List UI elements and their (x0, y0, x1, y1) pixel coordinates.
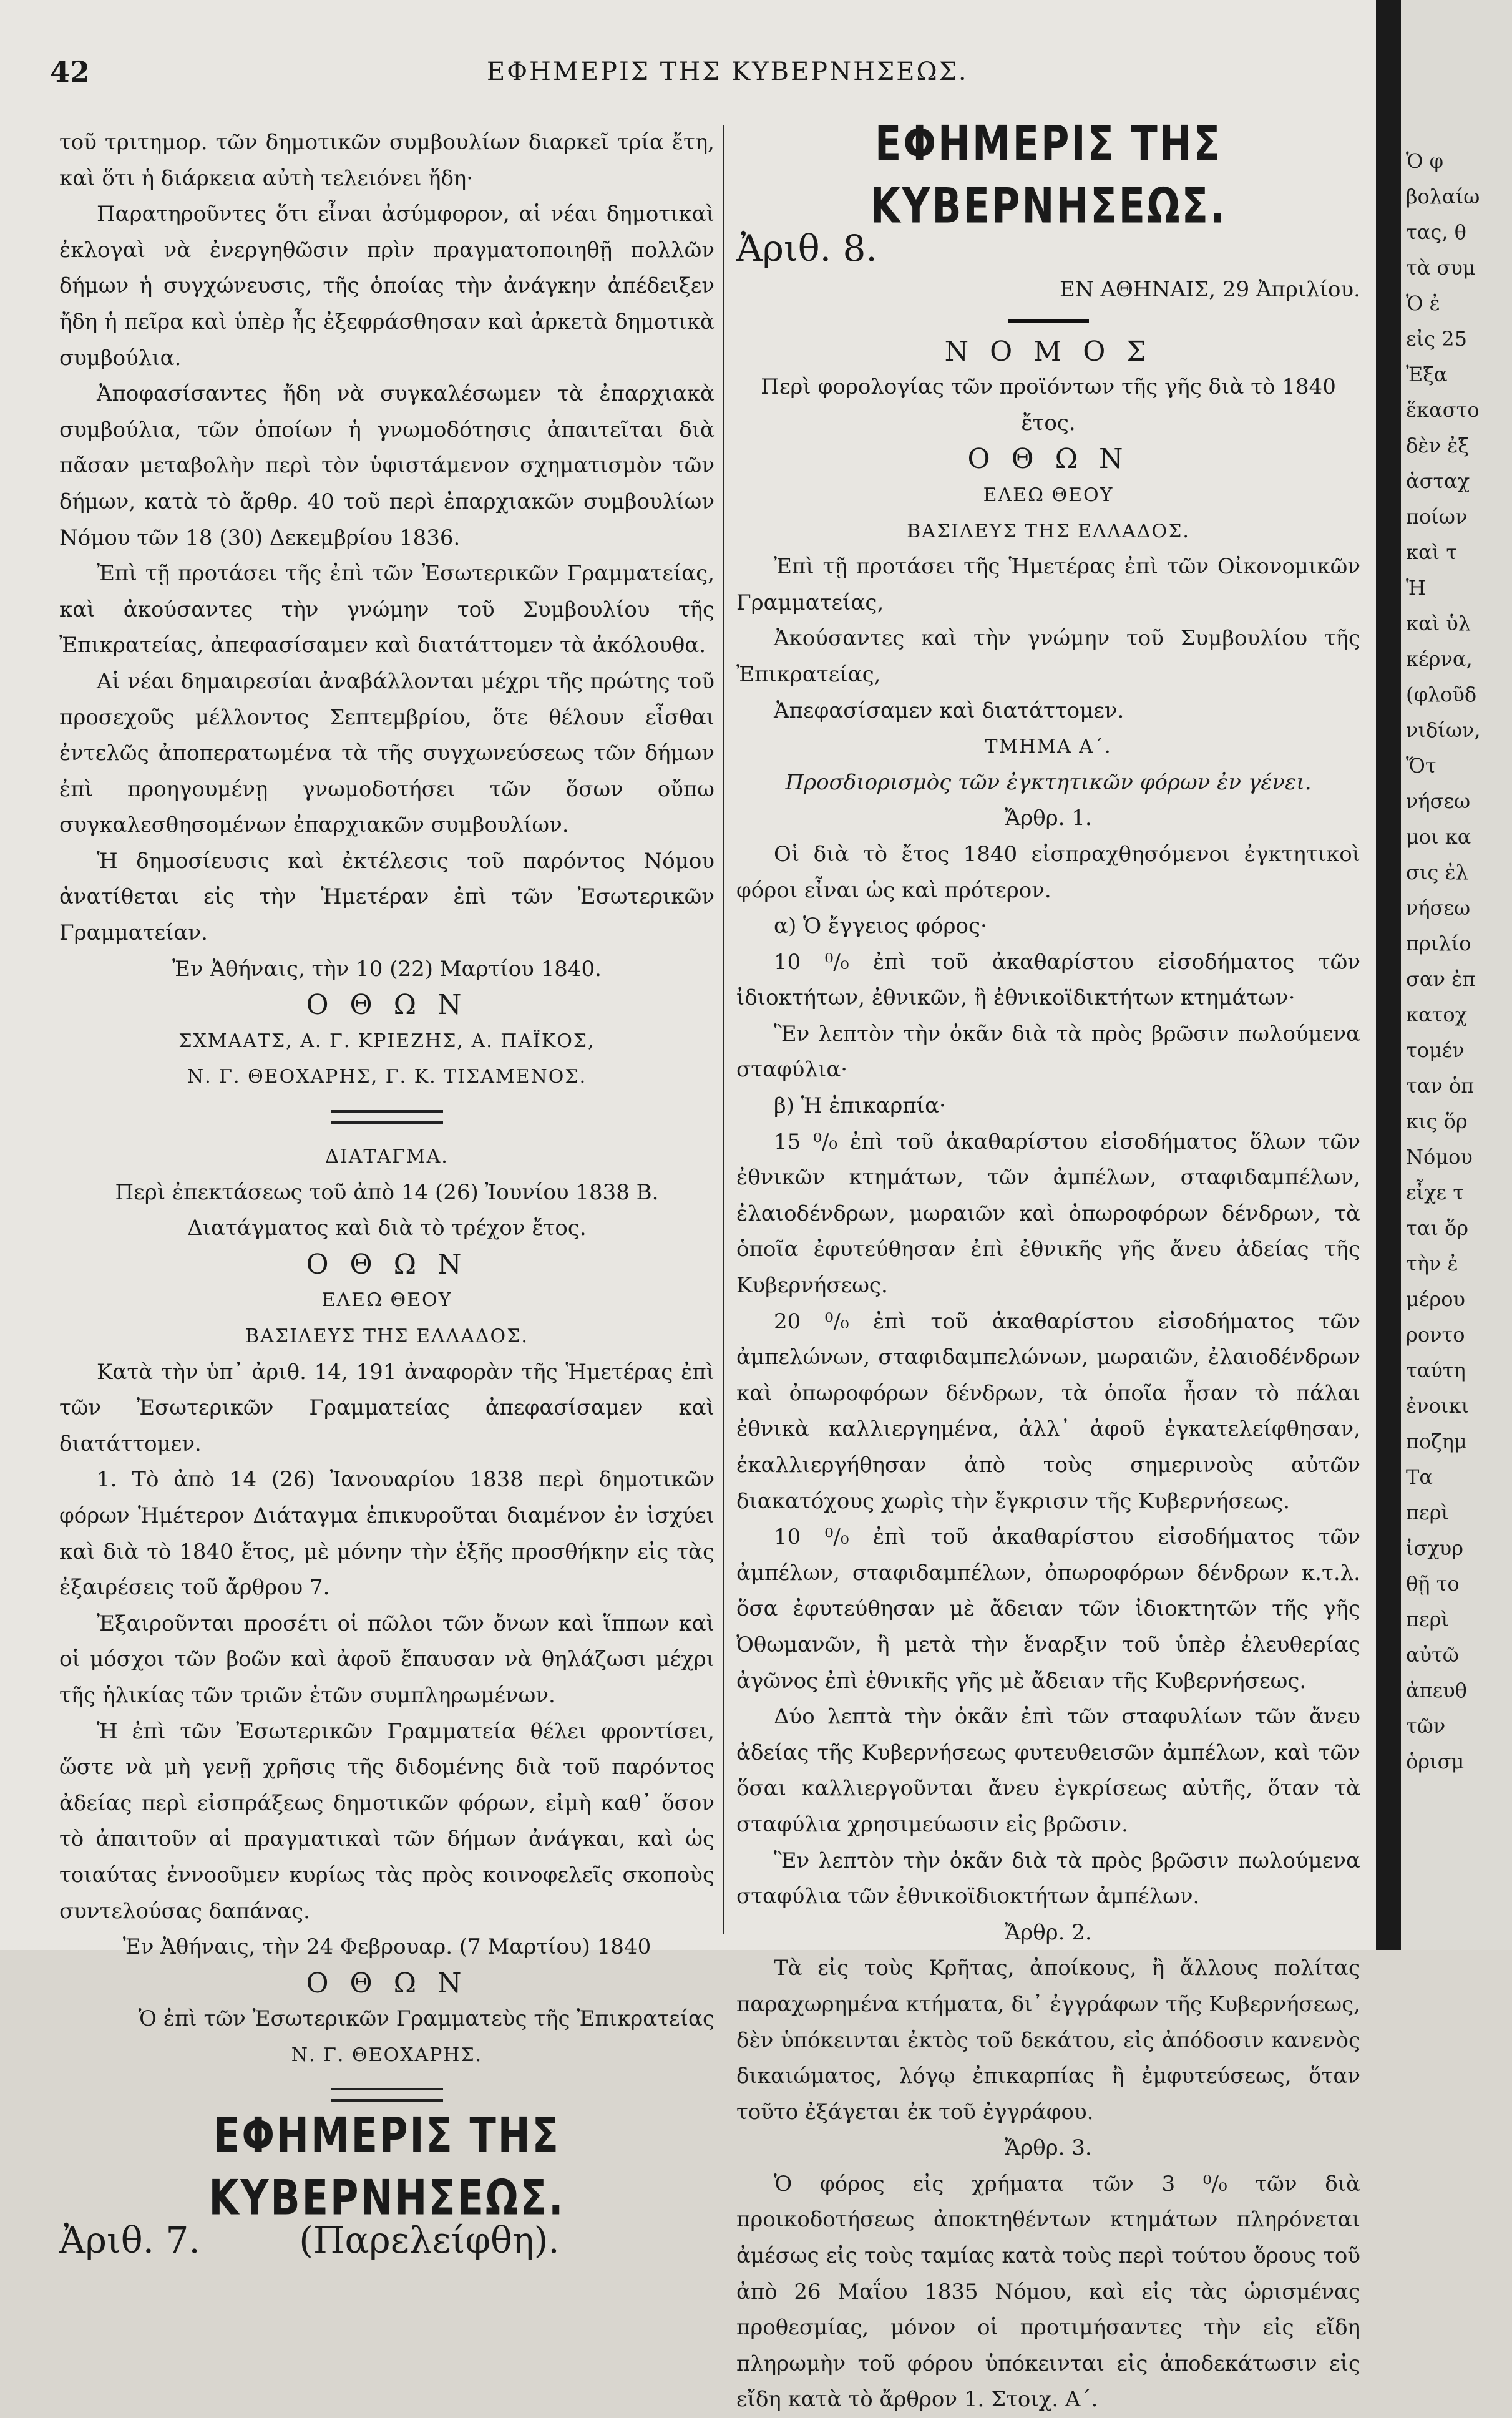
next-page-fragment: ὁρισμ (1406, 1750, 1465, 1773)
page-number: 42 (50, 55, 90, 89)
paragraph: Ἓν λεπτὸν τὴν ὀκᾶν διὰ τὰ πρὸς βρῶσιν πωλούμενα σταφύλια· (736, 1021, 1360, 1083)
paragraph: Ἐπὶ τῇ προτάσει τῆς ἐπὶ τῶν Ἐσωτερικῶν Γραμματείας, καὶ ἀκούσαντες τὴν γνώμην τοῦ Συμβουλίου τῆς Ἐπικρατείας, ἀπεφασίσαμεν καὶ διατάττομεν τὰ ἀκόλουθα. (59, 561, 715, 658)
paragraph: 15 ⁰/₀ ἐπὶ τοῦ ἀκαθαρίστου εἰσοδήματος ὅλων τῶν ἐθνικῶν κτημάτων, τῶν ἀμπέλων, σταφιδαμπέλων, ἐλαιοδένδρων, μωραιῶν καὶ ὀπωροφόρων δένδρων, τὰ ὁποῖα ἐφυτεύθησαν ἐπὶ ἐθνικῆς γῆς ἄνευ ἀδείας τῆς Κυβερνήσεως. (736, 1129, 1360, 1299)
page-header (50, 55, 1373, 99)
next-page-fragment: τομέν (1406, 1038, 1465, 1062)
paragraph: 10 ⁰/₀ ἐπὶ τοῦ ἀκαθαρίστου εἰσοδήματος τῶν ἀμπέλων, σταφιδαμπέλων, ὀπωροφόρων δένδρων κ.τ.λ. ὅσα ἐφυτεύθησαν μὲ ἄδειαν τῶν ἰδιοκτητῶν τῆς γῆς Ὀθωμανῶν, ἢ μετὰ τὴν ἔναρξιν τοῦ ὑπὲρ ἐλευθερίας ἀγῶνος ἐπὶ ἐθνικῆς γῆς μὲ ἄδειαν τῆς Κυβερνήσεως. (736, 1524, 1360, 1694)
next-page-fragment: καὶ τ (1406, 540, 1458, 564)
next-page-fragment: ταν ὁπ (1406, 1074, 1475, 1098)
king-name: Ο Θ Ω Ν (967, 443, 1129, 475)
issue-number: Ἀριθ. 8. (736, 227, 877, 270)
next-page-fragment: δὲν ἐξ (1406, 434, 1469, 457)
next-page-fragment: Νόμου (1406, 1145, 1473, 1169)
king-title-line: ΒΑΣΙΛΕΥΣ ΤΗΣ ΕΛΛΑΔΟΣ. (907, 520, 1190, 542)
next-page-fragment: κατοχ (1406, 1003, 1467, 1026)
next-page-fragment: ται ὅρ (1406, 1216, 1469, 1240)
next-page-fragment: μέρου (1406, 1287, 1465, 1311)
paragraph: Δύο λεπτὰ τὴν ὀκᾶν ἐπὶ τῶν σταφυλίων τῶν ἄνευ ἀδείας τῆς Κυβερνήσεως φυτευθεισῶν ἀμπέλων, καὶ τῶν ὅσαι καλλιεργοῦνται ἄνευ ἐγκρίσεως αὐτῆς, ὅταν τὰ σταφύλια χρησιμεύωσιν εἰς βρῶσιν. (736, 1704, 1360, 1837)
next-page-fragment: ἰσχυρ (1406, 1536, 1464, 1560)
next-page-fragment: σαν ἐπ (1406, 967, 1476, 991)
paragraph: 20 ⁰/₀ ἐπὶ τοῦ ἀκαθαρίστου εἰσοδήματος τῶν ἀμπελώνων, σταφιδαμπελώνων, μωραιῶν, ἐλαιοδένδρων καὶ ὀπωροφόρων δένδρων, τὰ ὁποῖα ἦσαν τὸ πάλαι ἐθνικὰ καλλιεργημένα, ἀλλ᾽ ἀφοῦ ἐγκατελείφθησαν, ἐκαλλιεργήθησαν ἀπὸ τοὺς σημερινοὺς αὐτῶν διακατόχους χωρὶς τὴν ἔγκρισιν τῆς Κυβερνήσεως. (736, 1309, 1360, 1514)
king-title-line: ΒΑΣΙΛΕΥΣ ΤΗΣ ΕΛΛΑΔΟΣ. (245, 1325, 529, 1347)
issue-number: Ἀριθ. 7. (59, 2219, 200, 2262)
next-page-fragment: καὶ ὑλ (1406, 612, 1471, 635)
next-page-fragment: Ἐξα (1406, 363, 1448, 386)
next-page-fragment: ροντο (1406, 1323, 1465, 1347)
paragraph: Ἡ ἐπὶ τῶν Ἐσωτερικῶν Γραμματεία θέλει φροντίσει, ὥστε νὰ μὴ γενῇ χρῆσις τῆς διδομένης διὰ τοῦ παρόντος ἀδείας περὶ εἰσπράξεως δημοτικῶν φόρων, εἰμὴ καθ᾽ ὅσον τὸ ἀπαιτοῦν αἱ πραγματικαὶ τῶν δήμων ἀνάγκαι, καὶ ὡς τοιαύτας ἐννοοῦμεν κυρίως τὰς πρὸς κοινοφελεῖς σκοποὺς συντελούσας δαπάνας. (59, 1718, 715, 1924)
next-page-fragment: πριλίο (1406, 932, 1471, 955)
date-line: Ἐν Ἀθήναις, τὴν 24 Φεβρουαρ. (7 Μαρτίου) 1840 (122, 1934, 651, 1960)
next-page-fragment: ἀσταχ (1406, 469, 1470, 493)
next-page-fragment: ποίων (1406, 505, 1468, 529)
next-page-fragments (1401, 0, 1512, 1780)
section-subtitle: Περὶ ἐπεκτάσεως τοῦ ἀπὸ 14 (26) Ἰουνίου 1838 Β. Διατάγματος καὶ διὰ τὸ τρέχον ἔτος. (115, 1179, 659, 1241)
next-page-fragment: (φλοῦδ (1406, 683, 1477, 706)
next-page-fragment: Ἡ (1406, 576, 1426, 600)
ornament-divider (331, 1110, 443, 1124)
next-page-fragment: αὐτῶ (1406, 1643, 1459, 1667)
next-page-fragment: νιδίων, (1406, 718, 1481, 742)
paragraph: Ἐπὶ τῇ προτάσει τῆς Ἡμετέρας ἐπὶ τῶν Οἰκονομικῶν Γραμματείας, (736, 554, 1360, 615)
king-name: Ο Θ Ω Ν (306, 989, 468, 1021)
next-page-fragment: κέρνα, (1406, 647, 1473, 671)
book-gutter (1376, 0, 1401, 1950)
next-page-fragment: βολαίω (1406, 185, 1480, 208)
next-page-fragment: ἕκαστο (1406, 398, 1480, 422)
king-name: Ο Θ Ω Ν (306, 1967, 468, 1999)
ornament-divider (331, 2088, 443, 2102)
signatories: ΣΧΜΑΑΤΣ, Α. Γ. ΚΡΙΕΖΗΣ, Α. ΠΑΪΚΟΣ, (178, 1030, 595, 1052)
masthead: ΕΦΗΜΕΡΙΣ ΤΗΣ ΚΥΒΕΡΝΗΣΕΩΣ. (870, 114, 1227, 234)
paragraph: Ἓν λεπτὸν τὴν ὀκᾶν διὰ τὰ πρὸς βρῶσιν πωλούμενα σταφύλια τῶν ἐθνικοϊδιοκτήτων ἀμπέλων. (736, 1848, 1360, 1909)
paragraph: α) Ὁ ἔγγειος φόρος· (774, 914, 987, 939)
next-page-fragment: σις ἐλ (1406, 860, 1468, 884)
next-page-fragment: ἀπευθ (1406, 1679, 1467, 1702)
paragraph: τοῦ τριτημορ. τῶν δημοτικῶν συμβουλίων διαρκεῖ τρία ἔτη, καὶ ὅτι ἡ διάρκεια αὐτὴ τελειόνει ἤδη· (59, 130, 715, 191)
paragraph: β) Ἡ ἐπικαρπία· (774, 1093, 946, 1119)
next-page-fragment: Ὁ ἐ (1406, 291, 1440, 315)
law-heading: Ν Ο Μ Ο Σ (944, 335, 1153, 368)
paragraph: Παρατηροῦντες ὅτι εἶναι ἀσύμφορον, αἱ νέαι δημοτικαὶ ἐκλογαὶ νὰ ἐνεργηθῶσιν πρὶν πραγματοποιηθῇ πολλῶν δήμων ἡ συγχώνευσις, τῆς ὁποίας τὴν ἀνάγκην ἀπέδειξεν ἤδη ἡ πεῖρα καὶ ὑπὲρ ἧς ἐξεφράσθησαν καὶ ἀρκετὰ δημοτικὰ συμβούλια. (59, 202, 715, 371)
right-column (736, 114, 1360, 2412)
paragraph: Ἡ δημοσίευσις καὶ ἐκτέλεσις τοῦ παρόντος Νόμου ἀνατίθεται εἰς τὴν Ἡμετέραν ἐπὶ τῶν Ἐσωτερικῶν Γραμματείαν. (59, 848, 715, 946)
next-page-edge (1401, 0, 1512, 1950)
section-subtitle: Προσδιορισμὸς τῶν ἐγκτητικῶν φόρων ἐν γένει. (785, 769, 1312, 795)
column-rule (723, 125, 724, 1934)
paragraph: Ἐξαιροῦνται προσέτι οἱ πῶλοι τῶν ὄνων καὶ ἵππων καὶ οἱ μόσχοι τῶν βοῶν καὶ ἀφοῦ ἔπαυσαν νὰ θηλάζωσι μέχρι τῆς ἡλικίας τῶν τριῶν ἐτῶν συμπληρωμένων. (59, 1611, 715, 1708)
paragraph: Ἀπεφασίσαμεν καὶ διατάττομεν. (774, 698, 1124, 723)
left-column (59, 125, 715, 2262)
paragraph: Κατὰ τὴν ὑπ᾽ ἀριθ. 14, 191 ἀναφορὰν τῆς Ἡμετέρας ἐπὶ τῶν Ἐσωτερικῶν Γραμματείας ἀπεφασίσαμεν καὶ διατάττομεν. (59, 1359, 715, 1456)
next-page-fragment: περὶ (1406, 1501, 1449, 1524)
next-page-fragment: μοι κα (1406, 825, 1471, 849)
next-page-fragment: εἶχε τ (1406, 1181, 1464, 1204)
next-page-fragment: ταύτη (1406, 1358, 1466, 1382)
next-page-fragment: περὶ (1406, 1607, 1449, 1631)
signatory-name: Ν. Γ. ΘΕΟΧΑΡΗΣ. (291, 2044, 483, 2066)
law-subject: Περὶ φορολογίας τῶν προϊόντων τῆς γῆς διὰ τὸ 1840 ἔτος. (761, 374, 1336, 436)
next-page-fragment: Τα (1406, 1465, 1433, 1489)
next-page-fragment: νήσεω (1406, 789, 1471, 813)
next-page-fragment: θῇ το (1406, 1572, 1460, 1596)
running-title: ΕΦΗΜΕΡΙΣ ΤΗΣ ΚΥΒΕΡΝΗΣΕΩΣ. (487, 57, 968, 86)
signatories: Ν. Γ. ΘΕΟΧΑΡΗΣ, Γ. Κ. ΤΙΣΑΜΕΝΟΣ. (187, 1066, 587, 1088)
next-page-fragment: τῶν (1406, 1714, 1446, 1738)
section-title: ΤΜΗΜΑ Α΄. (985, 736, 1112, 758)
next-page-fragment: τὴν ἐ (1406, 1252, 1458, 1275)
paragraph: Αἱ νέαι δημαιρεσίαι ἀναβάλλονται μέχρι τῆς πρώτης τοῦ προσεχοῦς μέλλοντος Σεπτεμβρίου, ὅτε θέλουν εἶσθαι ἐντελῶς ἀποπερατωμένα τὰ τῆς συγχωνεύσεως τῶν δήμων ἐπὶ προηγουμένῃ γνωμοδοτήσει τῶν ὅσων οὔπω συγκαλεσθησομένων ἐπαρχιακῶν συμβουλίων. (59, 668, 715, 838)
paragraph: Ἀποφασίσαντες ἤδη νὰ συγκαλέσωμεν τὰ ἐπαρχιακὰ συμβούλια, τῶν ὁποίων ἡ γνωμοδότησις ἀπαιτεῖται διὰ πᾶσαν μεταβολὴν περὶ τὸν ὑφιστάμενον σχηματισμὸν τῶν δήμων, κατὰ τὸ ἄρθρ. 40 τοῦ περὶ ἐπαρχιακῶν συμβουλίων Νόμου τῶν 18 (30) Δεκεμβρίου 1836. (59, 381, 715, 550)
short-rule (1008, 319, 1089, 323)
section-title: ΔΙΑΤΑΓΜΑ. (325, 1146, 449, 1168)
paragraph: Οἱ διὰ τὸ ἔτος 1840 εἰσπραχθησόμενοι ἐγκτητικοὶ φόροι εἶναι ὡς καὶ πρότερον. (736, 841, 1360, 903)
next-page-fragment: τὰ συμ (1406, 256, 1476, 280)
king-name: Ο Θ Ω Ν (306, 1248, 468, 1280)
next-page-fragment: κις ὅρ (1406, 1109, 1468, 1133)
article-heading: Ἄρθρ. 2. (1005, 1919, 1092, 1945)
dateline: ΕΝ ΑΘΗΝΑΙΣ, 29 Ἀπριλίου. (1060, 277, 1360, 302)
article-heading: Ἄρθρ. 3. (1005, 2135, 1092, 2161)
paragraph: 1. Τὸ ἀπὸ 14 (26) Ἰανουαρίου 1838 περὶ δημοτικῶν φόρων Ἡμέτερον Διάταγμα ἐπικυροῦται διαμένον ἐν ἰσχύει καὶ διὰ τὸ 1840 ἔτος, μὲ μόνην τὴν ἑξῆς προσθήκην εἰς τὰς ἐξαιρέσεις τοῦ ἄρθρου 7. (59, 1467, 715, 1601)
grace-of-god-line: ΕΛΕΩ ΘΕΟΥ (321, 1289, 452, 1312)
next-page-fragment: Ὁ φ (1406, 149, 1444, 173)
next-page-fragment: ποζημ (1406, 1430, 1467, 1453)
paragraph: Τὰ εἰς τοὺς Κρῆτας, ἀποίκους, ἢ ἄλλους πολίτας παραχωρημένα κτήματα, δι᾽ ἐγγράφων τῆς Κυβερνήσεως, δὲν ὑπόκεινται ἐκτὸς τοῦ δεκάτου, εἰς ἀπόδοσιν κανενὸς δικαιώματος, λόγῳ ἐπικαρπίας ἢ ἐμφυτεύσεως, ὅταν τοῦτο ἐξάγεται ἐκ τοῦ ἐγγράφου. (736, 1956, 1360, 2125)
paragraph: 10 ⁰/₀ ἐπὶ τοῦ ἀκαθαρίστου εἰσοδήματος τῶν ἰδιοκτήτων, ἐθνικῶν, ἢ ἐθνικοϊδικτήτων κτημάτων· (736, 949, 1360, 1011)
grace-of-god-line: ΕΛΕΩ ΘΕΟΥ (983, 484, 1114, 506)
article-heading: Ἄρθρ. 1. (1005, 806, 1092, 831)
next-page-fragment: ἐνοικι (1406, 1394, 1469, 1418)
signatory-title: Ὁ ἐπὶ τῶν Ἐσωτερικῶν Γραμματεὺς τῆς Ἐπικρατείας (138, 2006, 715, 2032)
next-page-fragment: Ὅτ (1406, 754, 1436, 778)
masthead: ΕΦΗΜΕΡΙΣ ΤΗΣ ΚΥΒΕΡΝΗΣΕΩΣ. (208, 2107, 565, 2226)
paragraph: Ὁ φόρος εἰς χρήματα τῶν 3 ⁰/₀ τῶν διὰ προικοδοτήσεως ἀποκτηθέντων κτημάτων πληρόνεται ἀμέσως εἰς τοὺς ταμίας κατὰ τοὺς περὶ τούτου ὅρους τοῦ ἀπὸ 26 Μαΐου 1835 Νόμου, καὶ εἰς τὰς ὡρισμένας προθεσμίας, μόνον οἱ προτιμήσαντες τὴν εἰς εἴδη πληρωμὴν τοῦ φόρου ὑπόκεινται εἰς ἀποδεκάτωσιν εἰς εἴδη κατὰ τὸ ἄρθρον 1. Στοιχ. Α΄. (736, 2171, 1360, 2412)
next-page-fragment: εἰς 25 (1406, 327, 1467, 351)
next-page-fragment: νήσεω (1406, 896, 1471, 920)
issue-note: (Παρελείφθη). (299, 2219, 560, 2262)
next-page-fragment: τας, θ (1406, 220, 1466, 244)
paragraph: Ἀκούσαντες καὶ τὴν γνώμην τοῦ Συμβουλίου τῆς Ἐπικρατείας, (736, 626, 1360, 687)
date-line: Ἐν Ἀθήναις, τὴν 10 (22) Μαρτίου 1840. (172, 956, 602, 982)
